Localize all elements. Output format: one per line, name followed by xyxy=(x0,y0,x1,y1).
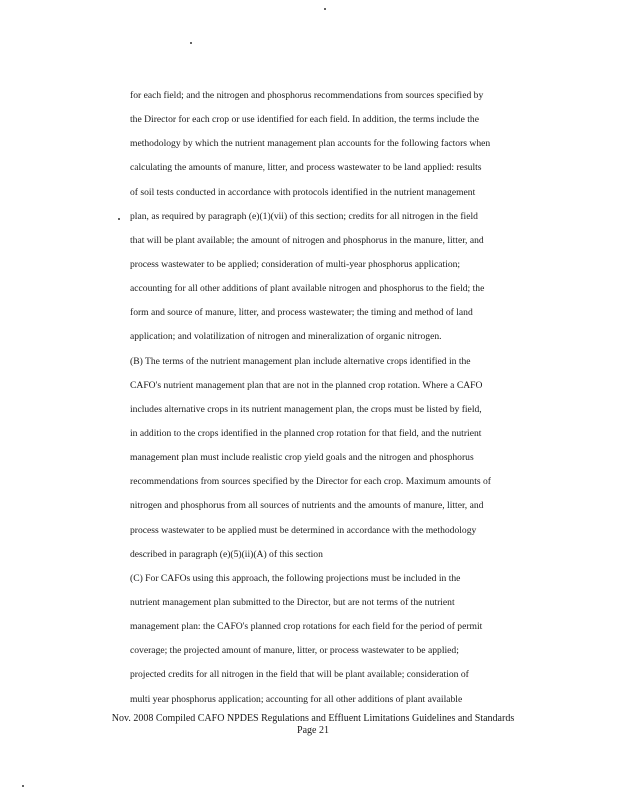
text-line: the Director for each crop or use identified for each field. In addition, the terms include the xyxy=(130,114,479,126)
text-line: (B) The terms of the nutrient management plan include alternative crops identified in the xyxy=(130,355,471,367)
text-line: coverage; the projected amount of manure, litter, or process wastewater to be applied; xyxy=(130,645,459,657)
scan-speck xyxy=(190,42,192,44)
text-line: in addition to the crops identified in the planned crop rotation for that field, and the nutrient xyxy=(130,427,482,439)
text-line: management plan: the CAFO's planned crop rotations for each field for the period of permit xyxy=(130,621,483,633)
text-line: plan, as required by paragraph (e)(1)(vii) of this section; credits for all nitrogen in the field xyxy=(130,210,478,222)
body-text xyxy=(130,84,525,712)
text-line: nitrogen and phosphorus from all sources of nutrients and the amounts of manure, litter, and xyxy=(130,500,484,512)
text-line: (C) For CAFOs using this approach, the following projections must be included in the xyxy=(130,572,461,584)
text-line: of soil tests conducted in accordance with protocols identified in the nutrient management xyxy=(130,186,476,198)
text-line: projected credits for all nitrogen in the field that will be plant available; consideration of xyxy=(130,669,469,681)
text-line: management plan must include realistic crop yield goals and the nitrogen and phosphorus xyxy=(130,452,474,464)
text-line: process wastewater to be applied must be determined in accordance with the methodology xyxy=(130,524,477,536)
text-line: described in paragraph (e)(5)(ii)(A) of this section xyxy=(130,548,323,560)
text-line: application; and volatilization of nitrogen and mineralization of organic nitrogen. xyxy=(130,331,442,343)
scan-speck xyxy=(324,8,326,10)
scan-speck xyxy=(22,785,24,787)
text-line: accounting for all other additions of plant available nitrogen and phosphorus to the field; the xyxy=(130,283,485,295)
text-line: CAFO's nutrient management plan that are not in the planned crop rotation. Where a CAFO xyxy=(130,379,483,391)
text-line: includes alternative crops in its nutrient management plan, the crops must be listed by field, xyxy=(130,403,482,415)
text-line: process wastewater to be applied; consideration of multi-year phosphorus application; xyxy=(130,258,461,270)
footer-title: Nov. 2008 Compiled CAFO NPDES Regulations and Effluent Limitations Guidelines and Standards xyxy=(111,713,515,724)
text-line: that will be plant available; the amount of nitrogen and phosphorus in the manure, litter, and xyxy=(130,234,484,246)
text-line: nutrient management plan submitted to the Director, but are not terms of the nutrient xyxy=(130,596,455,608)
scan-speck xyxy=(118,218,120,220)
text-line: multi year phosphorus application; accounting for all other additions of plant available xyxy=(130,693,463,705)
page-number: Page 21 xyxy=(297,725,329,736)
text-line: methodology by which the nutrient management plan accounts for the following factors when xyxy=(130,138,491,150)
text-line: recommendations from sources specified by the Director for each crop. Maximum amounts of xyxy=(130,476,491,488)
text-line: form and source of manure, litter, and process wastewater; the timing and method of land xyxy=(130,307,473,319)
text-line: calculating the amounts of manure, litter, and process wastewater to be land applied: results xyxy=(130,162,482,174)
text-line: for each field; and the nitrogen and phosphorus recommendations from sources specified by xyxy=(130,90,484,101)
